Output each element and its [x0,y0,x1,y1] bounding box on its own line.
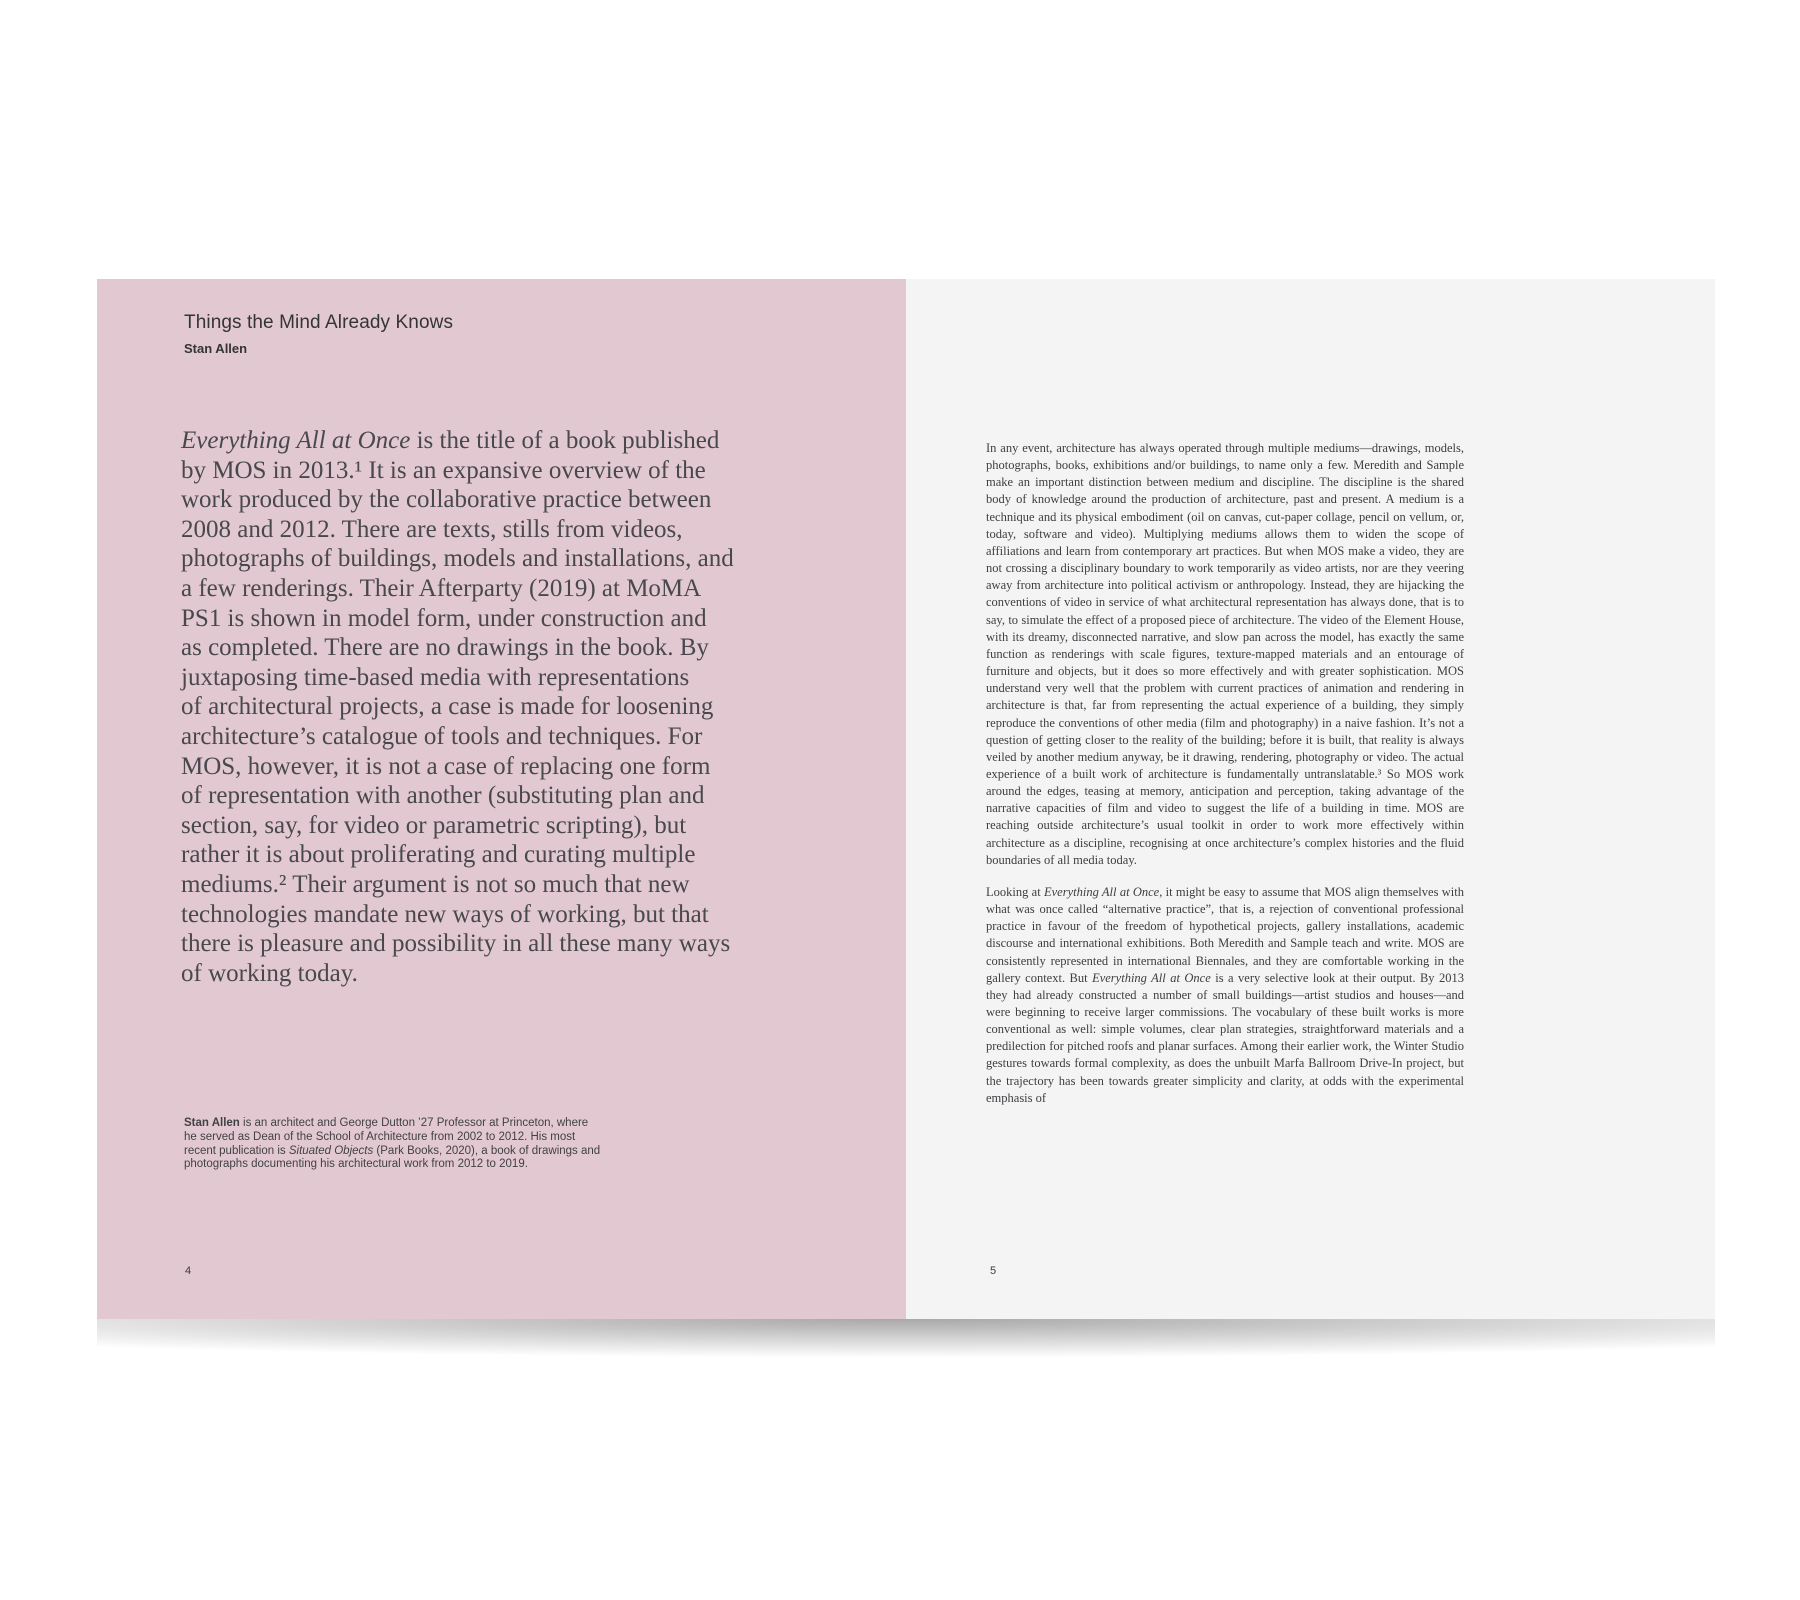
essay-header [184,312,453,356]
body-line: rather it is about proliferating and curating multiple [181,841,696,869]
bio-line: recent publication is Situated Objects (Park Books, 2020), a book of drawings and [184,1144,601,1157]
body-line: architecture’s catalogue of tools and techniques. For [181,722,703,750]
left-page [97,279,906,1319]
essay-author: Stan Allen [184,341,248,356]
essay-paragraph: In any event, architecture has always operated through multiple mediums—drawings, models, photographs, books, exhibitions and/or buildings, to name only a few. Meredith and Sample make an important distinction between medium and discipline. The discipline is the shared body of knowledge around the production of architecture, past and present. A medium is a technique and its physical embodiment (oil on canvas, cut-paper collage, pencil on vellum, or, today, software and video). Multiplying mediums allows them to widen the scope of affiliations and learn from contemporary art practices. But when MOS make a video, they are not crossing a disciplinary boundary to work temporarily as video artists, nor are they veering away from architecture into political activism or anthropology. Instead, they are hijacking the conventions of video in service of what architectural representation has always done, that is to say, to simulate the effect of a proposed piece of architecture. The video of the Element House, with its dreamy, disconnected narrative, and slow pan across the model, has exactly the same function as renderings with scale figures, texture-mapped materials and an entourage of furniture and objects, but it does so more effectively and with greater sophistication. MOS understand very well that the problem with current practices of animation and rendering in architecture is that, far from representing the actual experience of a building, they simply reproduce the conventions of other media (film and photography) in a naive fashion. It’s not a question of getting closer to the reality of the building; before it is built, that reality is always veiled by another medium anyway, be it drawing, rendering, photography or video. The actual experience of a built work of architecture is fundamentally untranslatable.³ So MOS work around the edges, teasing at memory, anticipation and perception, taking advantage of the narrative capacities of film and video to suggest the life of a building in time. MOS are reaching outside architecture’s usual toolkit in order to work more effectively within architecture as a discipline, recognising at once architecture’s complex histories and the fluid boundaries of all media today. [986,441,1464,867]
body-line: technologies mandate new ways of working, but that [181,900,709,928]
essay-paragraph: Looking at Everything All at Once, it might be easy to assume that MOS align themselves with what was once called “alternative practice”, that is, a rejection of conventional professional practice in favour of the freedom of hypothetical projects, gallery installations, academic discourse and international exhibitions. Both Meredith and Sample teach and write. MOS are consistently represented in international Biennales, and they are comfortable working in the gallery context. But Everything All at Once is a very selective look at their output. By 2013 they had already constructed a number of small buildings—artist studios and houses—and were beginning to receive larger commissions. The vocabulary of these built works is more conventional as well: simple volumes, clear plan strategies, straightforward materials and a predilection for pitched roofs and planar surfaces. Among their earlier work, the Winter Studio gestures towards formal complexity, as does the unbuilt Marfa Ballroom Drive-In project, but the trajectory has been towards greater simplicity and clarity, at odds with the experimental emphasis of [986,884,1465,1105]
body-line: of representation with another (substituting plan and [181,782,705,810]
body-line: photographs of buildings, models and installations, and [181,545,734,573]
body-line: 2008 and 2012. There are texts, stills from videos, [181,515,683,543]
body-line: MOS, however, it is not a case of replacing one form [181,752,711,780]
body-line: Everything All at Once is the title of a book published [181,427,720,454]
body-line: of architectural projects, a case is made for loosening [181,693,714,721]
body-line: section, say, for video or parametric scripting), but [181,811,687,839]
author-bio [184,1117,600,1172]
right-page [906,279,1715,1319]
body-line: there is pleasure and possibility in all these many ways [181,930,731,958]
page-number-right: 5 [990,1265,997,1277]
essay-title: Things the Mind Already Knows [184,312,454,333]
bio-line: photographs documenting his architectural work from 2012 to 2019. [184,1158,528,1171]
body-line: juxtaposing time-based media with representations [181,663,690,691]
body-line: mediums.² Their argument is not so much that new [181,870,690,898]
body-line: PS1 is shown in model form, under construction and [181,604,707,632]
bio-line: he served as Dean of the School of Architecture from 2002 to 2012. His most [184,1130,576,1143]
page-bottom-shadow [97,1319,1715,1361]
bio-line: Stan Allen is an architect and George Dutton ’27 Professor at Princeton, where [184,1117,589,1129]
book-spread [97,279,1715,1319]
body-line: by MOS in 2013.¹ It is an expansive overview of the [181,456,706,484]
body-line: as completed. There are no drawings in the book. By [181,634,709,662]
essay-body [181,426,734,988]
essay-continuation-column [986,440,1464,1107]
body-line: work produced by the collaborative practice between [181,486,712,514]
page-number-left: 4 [185,1265,192,1277]
body-line: a few renderings. Their Afterparty (2019) at MoMA [181,574,702,602]
body-line: of working today. [181,959,358,987]
